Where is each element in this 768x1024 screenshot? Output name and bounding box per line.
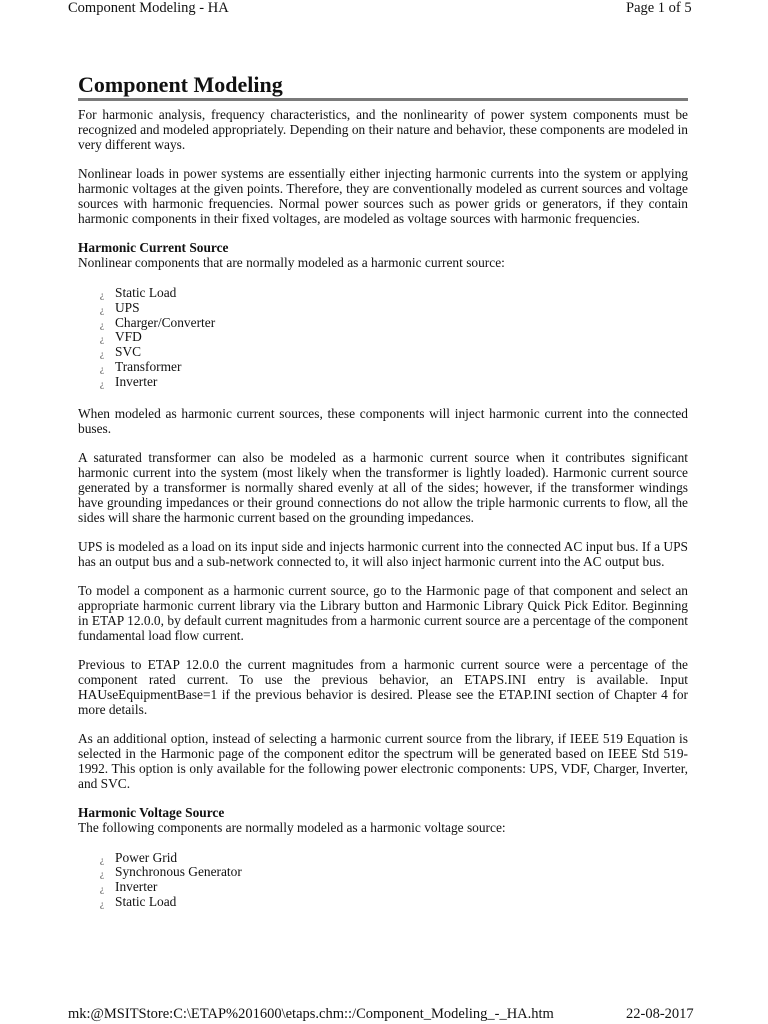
bullet-icon: ¿ [100,869,104,880]
list-item: ¿ Power Grid [100,851,688,866]
list-item: ¿ Charger/Converter [100,316,688,331]
body-paragraph: Previous to ETAP 12.0.0 the current magnitudes from a harmonic current source were a percentage of the component rated current. To use the previous behavior, an ETAPS.INI entry is available. Input HAUseEquipmentBase=1 if the previous behavior is desired. Please see the ETAP.INI section of Chapter 4 for more details. [78,656,688,717]
page-title: Component Modeling [78,72,688,101]
list-item: ¿ Transformer [100,360,688,375]
harmonic-voltage-source-section [78,805,688,910]
section-intro: The following components are normally modeled as a harmonic voltage source: [78,819,506,835]
body-paragraph: As an additional option, instead of selecting a harmonic current source from the library, if IEEE 519 Equation is selected in the Harmonic page of the component editor the spectrum will be generated based on IEEE Std 519-1992. This option is only available for the following power electronic components: UPS, VDF, Charger, Inverter, and SVC. [78,730,688,791]
body-paragraph: To model a component as a harmonic current source, go to the Harmonic page of that component and select an appropriate harmonic current library via the Library button and Harmonic Library Quick Pick Editor. Beginning in ETAP 12.0.0, by default current magnitudes from a harmonic current source are a percentage of the component fundamental load flow current. [78,582,688,643]
list-item: ¿ Inverter [100,880,688,895]
current-source-list [78,286,688,390]
section-heading: Harmonic Current Source [78,240,229,255]
list-item: ¿ Inverter [100,375,688,390]
bullet-icon: ¿ [100,349,104,360]
bullet-icon: ¿ [100,854,104,865]
intro-paragraph-1: For harmonic analysis, frequency characteristics, and the nonlinearity of power system components must be recognized and modeled appropriately. Depending on their nature and behavior, these components are modeled in very different ways. [78,107,688,152]
section-intro: Nonlinear components that are normally modeled as a harmonic current source: [78,255,505,270]
list-item: ¿ SVC [100,345,688,360]
bullet-icon: ¿ [100,884,104,895]
bullet-icon: ¿ [100,378,104,389]
bullet-icon: ¿ [100,304,104,315]
bullet-icon: ¿ [100,319,104,330]
bullet-icon: ¿ [100,290,104,300]
page-number: Page 1 of 5 [626,0,692,16]
file-path: mk:@MSITStore:C:\ETAP%201600\etaps.chm::/Component_Modeling_-_HA.htm [68,1006,554,1022]
list-item: ¿ Static Load [100,895,688,910]
harmonic-current-source-section [78,240,688,791]
body-paragraph: A saturated transformer can also be modeled as a harmonic current source when it contributes significant harmonic current into the system (most likely when the transformer is lightly loaded). Harmonic current source generated by a transformer is normally shared evenly at all of the sides; however, if the transformer windings have grounding impedances or their ground connections do not allow the triple harmonic currents to flow, all the sides will share the harmonic current based on the grounding impedances. [78,449,688,525]
section-heading: Harmonic Voltage Source [78,804,225,820]
body-paragraph: UPS is modeled as a load on its input side and injects harmonic current into the connected AC input bus. If a UPS has an output bus and a sub-network connected to, it will also inject harmonic current into the AC output bus. [78,538,688,569]
list-item: ¿ Static Load [100,286,688,301]
bullet-icon: ¿ [100,898,104,909]
list-item: ¿ VFD [100,330,688,345]
bullet-icon: ¿ [100,334,104,345]
voltage-source-list [78,851,688,910]
list-item: ¿ Synchronous Generator [100,865,688,880]
print-date: 22-08-2017 [626,1006,694,1022]
list-item: ¿ UPS [100,301,688,316]
bullet-icon: ¿ [100,363,104,374]
document-body [78,72,688,910]
browser-header-title: Component Modeling - HA [68,0,229,16]
intro-paragraph-2: Nonlinear loads in power systems are essentially either injecting harmonic currents into the system or applying harmonic voltages at the given points. Therefore, they are conventionally modeled as current sources and voltage sources with harmonic frequencies. Normal power sources such as power grids or generators, if they contain harmonic components in their fixed voltages, are modeled as voltage sources with harmonic frequencies. [78,166,688,226]
body-paragraph: When modeled as harmonic current sources, these components will inject harmonic current into the connected buses. [78,405,688,436]
